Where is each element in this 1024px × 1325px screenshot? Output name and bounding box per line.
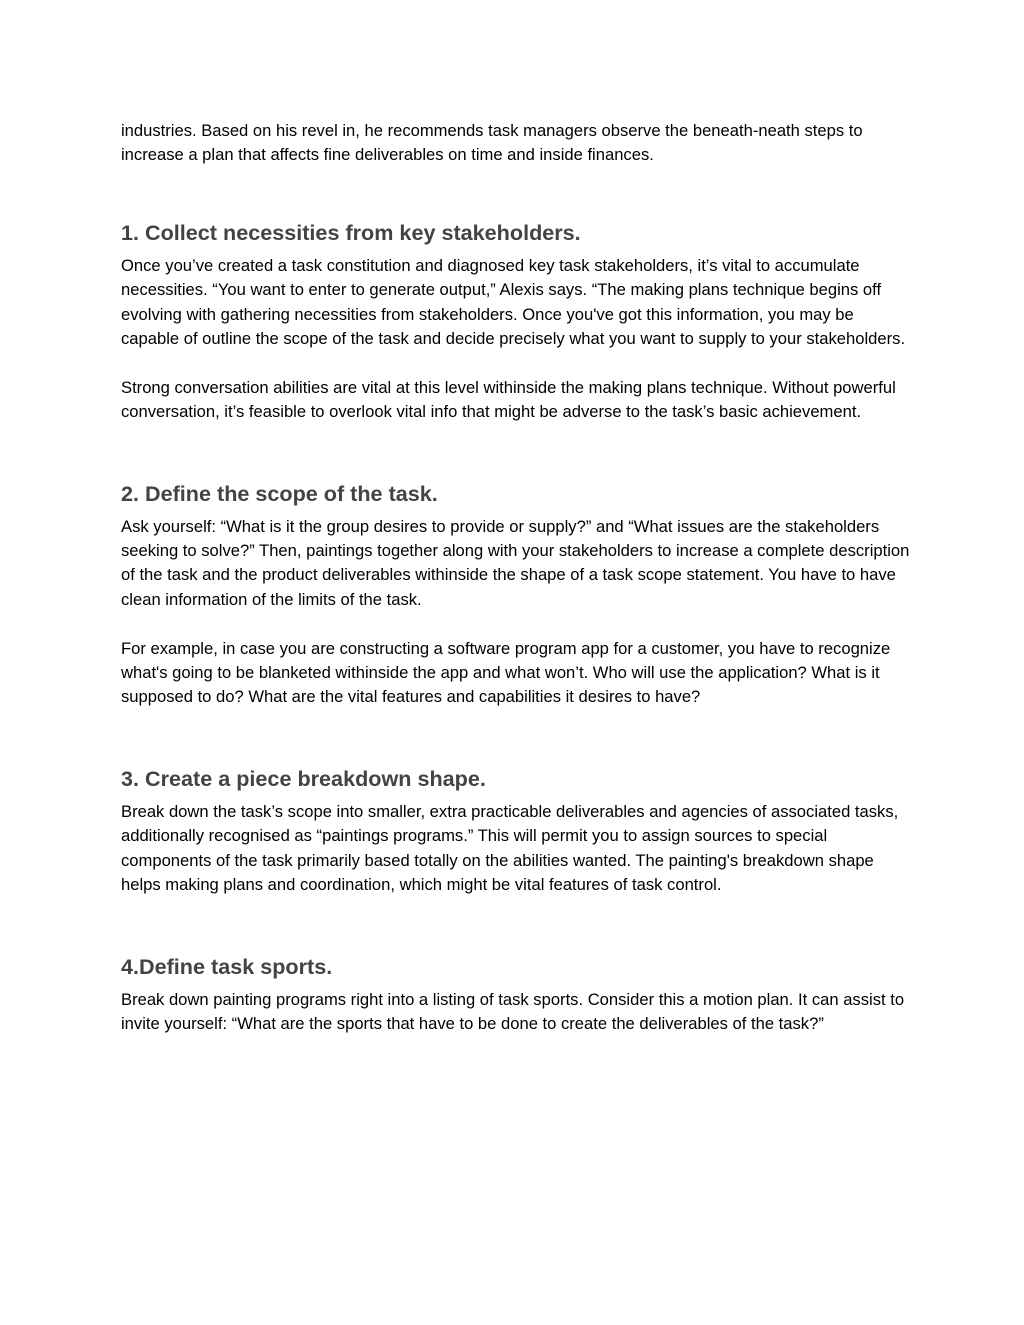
section-3-heading: 3. Create a piece breakdown shape. [121, 765, 486, 791]
section-1-paragraph-1: Once you’ve created a task constitution and diagnosed key task stakeholders, it’s vital to accumulate necessities. “You want to enter to generate output,” Alexis says. “The making plans technique begins off evolving with gathering necessities from stakeholders. Once you've got this information, you may be capable of outline the scope of the task and decide precisely what you want to supply to your stakeholders. [121, 255, 906, 349]
paragraph-gap [121, 351, 911, 375]
section-3-paragraph-1: Break down the task’s scope into smaller, extra practicable deliverables and agencies of associated tasks, additionally recognised as “paintings programs.” This will permit you to assign sources to special components of the task primarily based totally on the abilities wanted. The painting's breakdown shape helps making plans and coordination, which might be vital features of task control. [121, 801, 899, 895]
section-4-heading: 4.Define task sports. [121, 953, 333, 979]
section-2-paragraph-2: For example, in case you are constructing a software program app for a customer, you have to recognize what's going to be blanketed withinside the app and what won’t. Who will use the application? What is it supposed to do? What are the vital features and capabilities it desires to have? [121, 638, 891, 707]
section-1-paragraph-2: Strong conversation abilities are vital at this level withinside the making plans technique. Without powerful conversation, it’s feasible to overlook vital info that might be adverse to the task’s basic achievement. [121, 377, 896, 422]
paragraph-gap [121, 612, 911, 636]
intro-paragraph: industries. Based on his revel in, he recommends task managers observe the beneath-neath steps to increase a plan that affects fine deliverables on time and inside finances. [121, 121, 863, 165]
section-4-paragraph-1: Break down painting programs right into a listing of task sports. Consider this a motion plan. It can assist to invite yourself: “What are the sports that have to be done to create the deliverables of the task?” [121, 989, 905, 1033]
section-2-paragraph-1: Ask yourself: “What is it the group desires to provide or supply?” and “What issues are the stakeholders seeking to solve?” Then, paintings together along with your stakeholders to increase a complete description of the task and the product deliverables withinside the shape of a task scope statement. You have to have clean information of the limits of the task. [121, 516, 910, 609]
section-1-heading: 1. Collect necessities from key stakeholders. [121, 219, 581, 245]
section-2-heading: 2. Define the scope of the task. [121, 480, 438, 506]
document-page [121, 119, 911, 1036]
